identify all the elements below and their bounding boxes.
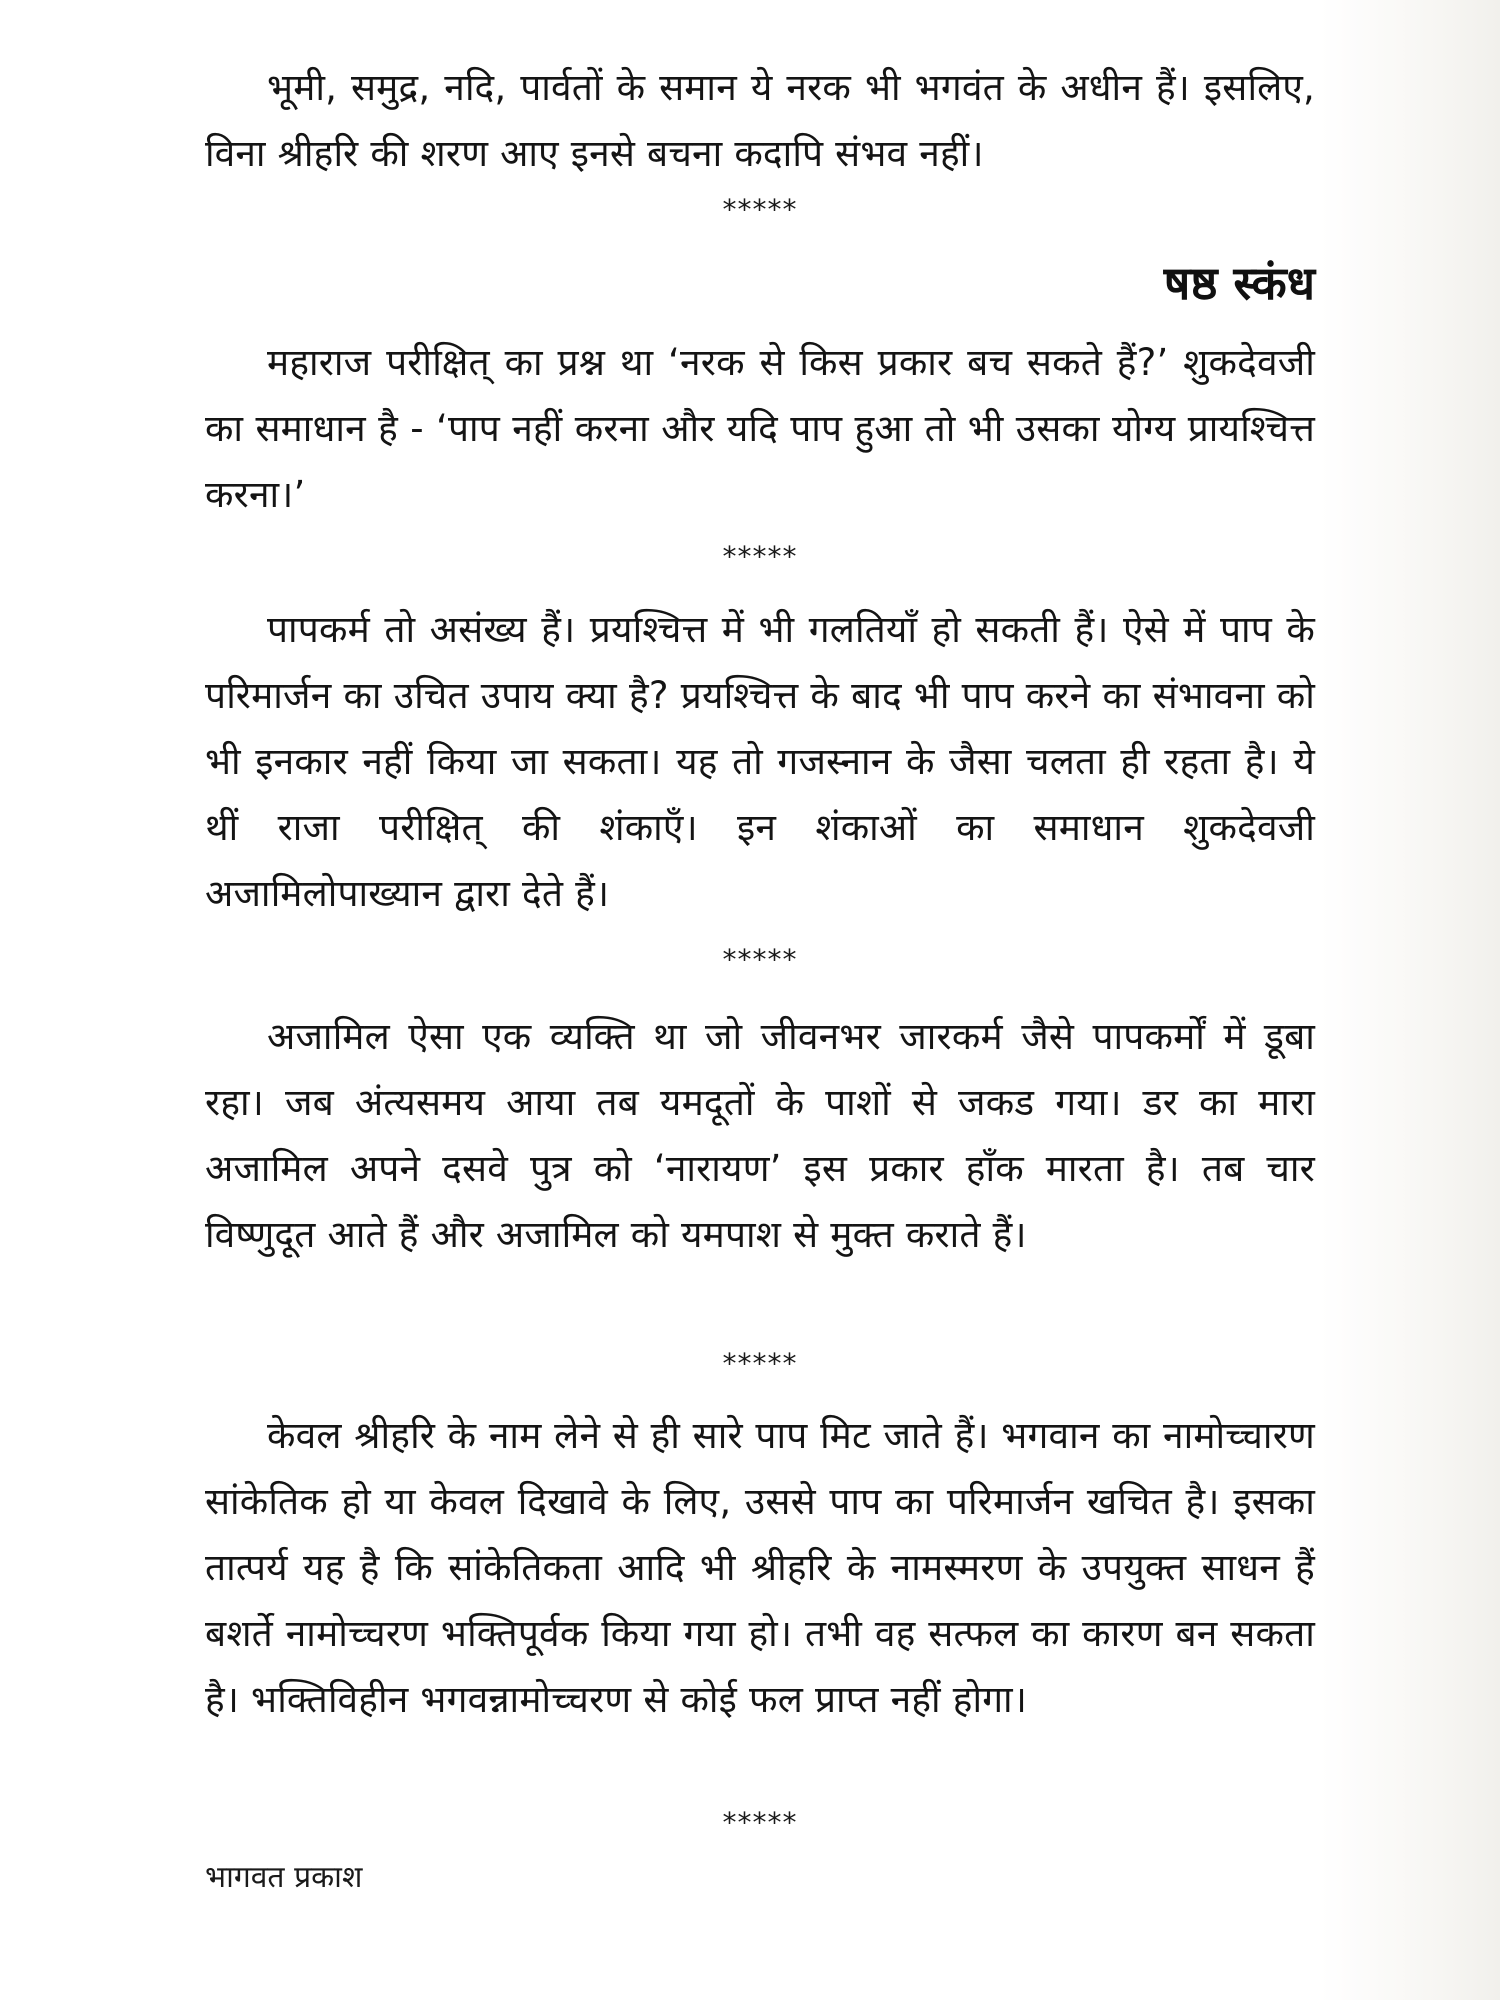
intro-paragraph: भूमी, समुद्र, नदि, पार्वतों के समान ये नरक भी भगवंत के अधीन हैं। इसलिए, विना श्रीहरि की शरण आए इनसे बचना कदापि संभव नहीं।: [205, 66, 1315, 175]
footer-title: भागवत प्रकाश: [205, 1860, 363, 1895]
section-heading: षष्ठ स्कंध: [1163, 256, 1315, 310]
paragraph-block-1: [205, 330, 1315, 573]
paragraph: केवल श्रीहरि के नाम लेने से ही सारे पाप मिट जाते हैं। भगवान का नामोच्चारण सांकेतिक हो या केवल दिखावे के लिए, उससे पाप का परिमार्जन खचित है। इसका तात्पर्य यह है कि सांकेतिकता आदि भी श्रीहरि के नामस्मरण के उपयुक्त साधन हैं बशर्ते नामोच्चरण भक्तिपूर्वक किया गया हो। तभी वह सत्फल का कारण बन सकता है। भक्तिविहीन भगवन्नामोच्चरण से कोई फल प्राप्त नहीं होगा।: [205, 1414, 1315, 1721]
paragraph-block-2: [205, 597, 1315, 976]
separator: *****: [722, 943, 798, 976]
separator: *****: [722, 1347, 798, 1380]
paragraph: अजामिल ऐसा एक व्यक्ति था जो जीवनभर जारकर्म जैसे पापकर्मों में डूबा रहा। जब अंत्यसमय आया तब यमदूतों के पाशों से जकड गया। डर का मारा अजामिल अपने दसवे पुत्र को ‘नारायण’ इस प्रकार हाँक मारता है। तब चार विष्णुदूत आते हैं और अजामिल को यमपाश से मुक्त कराते हैं।: [205, 1015, 1315, 1256]
paragraph: महाराज परीक्षित् का प्रश्न था ‘नरक से किस प्रकार बच सकते हैं?’ शुकदेवजी का समाधान है - ‘पाप नहीं करना और यदि पाप हुआ तो भी उसका योग्य प्रायश्चित्त करना।’: [205, 341, 1315, 516]
intro-block: [205, 55, 1315, 310]
paragraph: पापकर्म तो असंख्य हैं। प्रयश्चित्त में भी गलतियाँ हो सकती हैं। ऐसे में पाप के परिमार्जन का उचित उपाय क्या है? प्रयश्चित्त के बाद भी पाप करने का संभावना को भी इनकार नहीं किया जा सकता। यह तो गजस्नान के जैसा चलता ही रहता है। ये थीं राजा परीक्षित् की शंकाएँ। इन शंकाओं का समाधान शुकदेवजी अजामिलोपाख्यान द्वारा देते हैं।: [205, 608, 1315, 915]
paragraph-block-3: [205, 1004, 1315, 1380]
separator: *****: [722, 193, 798, 226]
paragraph-block-4: [205, 1403, 1315, 1839]
separator: *****: [722, 1806, 798, 1839]
separator: *****: [722, 540, 798, 573]
